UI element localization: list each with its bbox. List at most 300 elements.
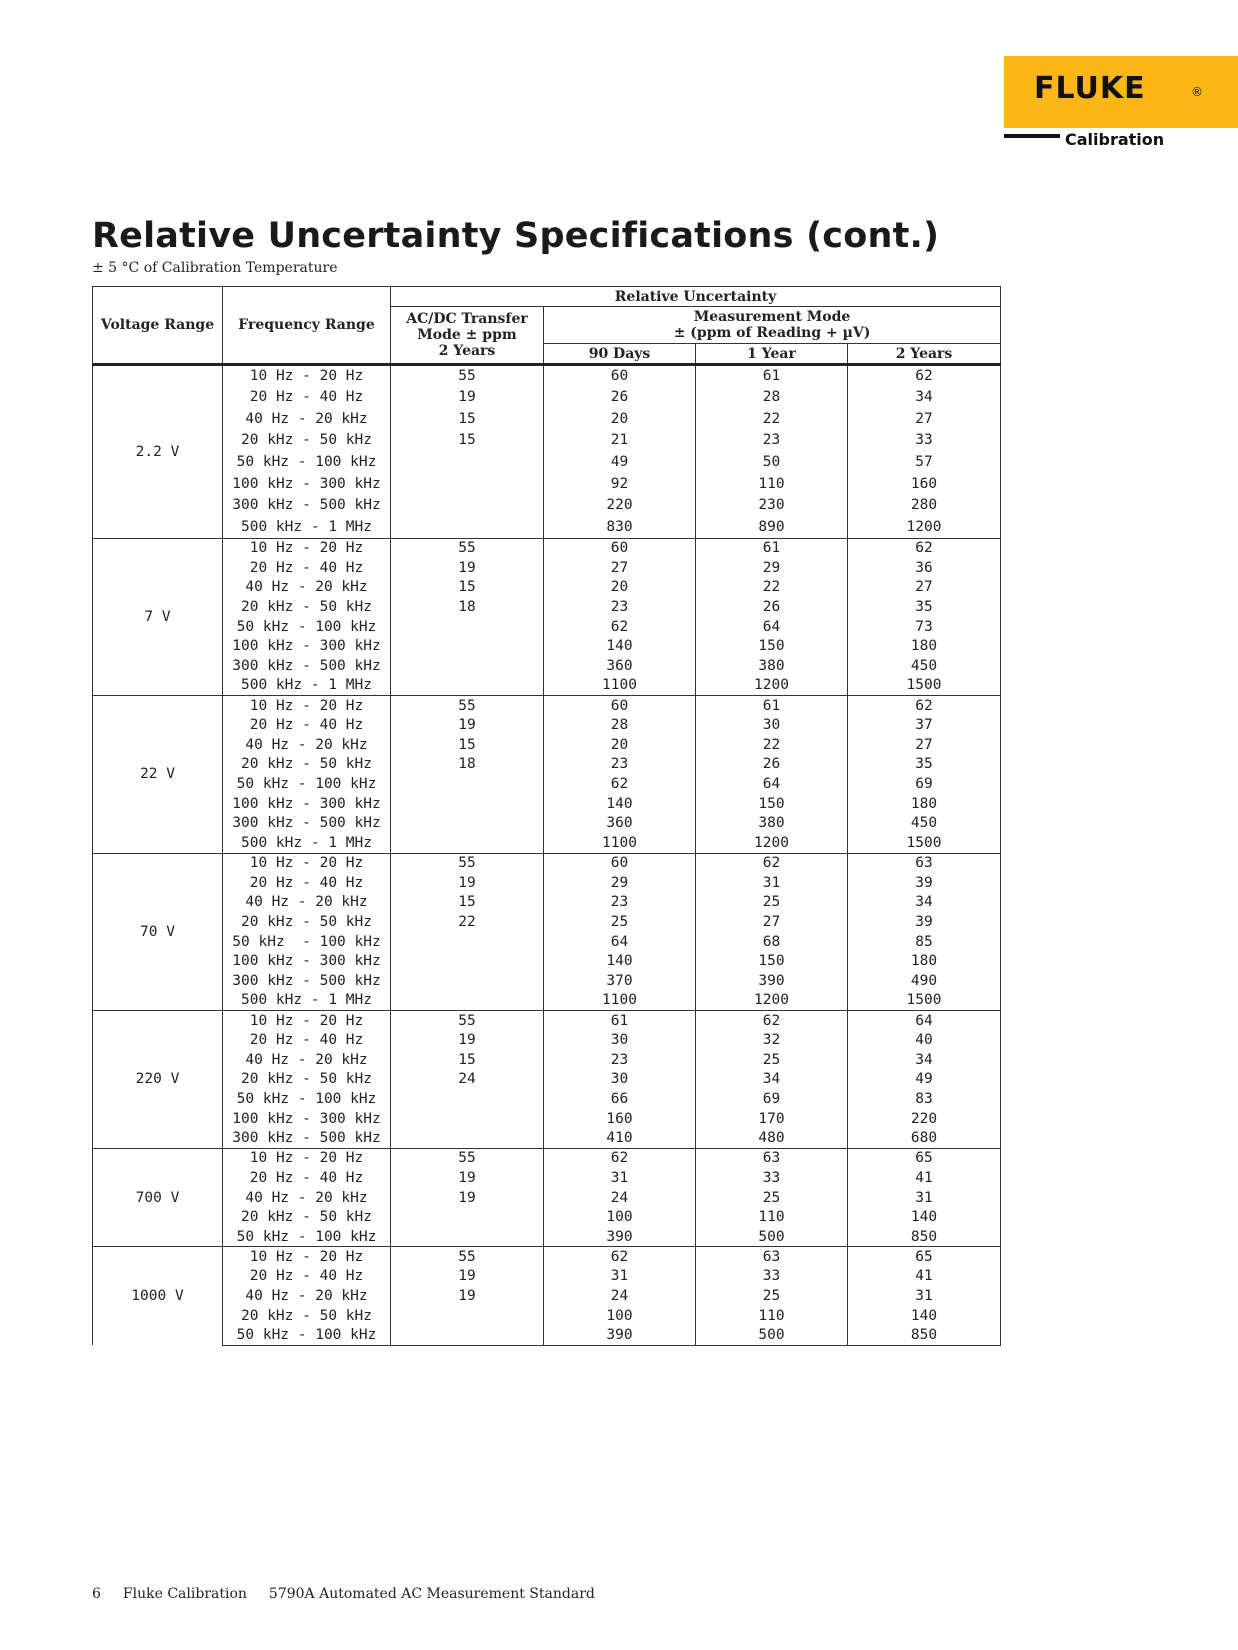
cell-frequency: 500 kHz - 1 MHz <box>223 833 391 853</box>
cell-acdc: 24 <box>391 1070 544 1090</box>
cell-frequency: 40 Hz - 20 kHz <box>223 1188 391 1208</box>
table-row <box>93 1286 1001 1306</box>
cell-frequency: 100 kHz - 300 kHz <box>223 794 391 814</box>
cell-2-years: 850 <box>848 1326 1001 1346</box>
cell-90-days: 23 <box>544 892 696 912</box>
cell-1-year: 32 <box>696 1030 848 1050</box>
cell-acdc: 15 <box>391 892 544 912</box>
table-row <box>93 814 1001 834</box>
cell-acdc <box>391 1129 544 1149</box>
cell-2-years: 31 <box>848 1286 1001 1306</box>
cell-1-year: 23 <box>696 430 848 452</box>
cell-1-year: 61 <box>696 365 848 387</box>
cell-90-days: 140 <box>544 794 696 814</box>
cell-1-year: 64 <box>696 617 848 637</box>
cell-acdc: 19 <box>391 873 544 893</box>
cell-1-year: 61 <box>696 696 848 716</box>
cell-frequency: 500 kHz - 1 MHz <box>223 991 391 1011</box>
header-meas-line1: Measurement Mode <box>693 309 851 325</box>
cell-1-year: 150 <box>696 636 848 656</box>
cell-frequency: 10 Hz - 20 Hz <box>223 1011 391 1031</box>
cell-2-years: 450 <box>848 656 1001 676</box>
cell-frequency: 10 Hz - 20 Hz <box>223 538 391 558</box>
cell-1-year: 110 <box>696 473 848 495</box>
cell-1-year: 22 <box>696 735 848 755</box>
cell-1-year: 30 <box>696 715 848 735</box>
cell-acdc: 19 <box>391 1266 544 1286</box>
cell-90-days: 360 <box>544 656 696 676</box>
cell-frequency: 20 kHz - 50 kHz <box>223 597 391 617</box>
cell-90-days: 31 <box>544 1168 696 1188</box>
cell-acdc <box>391 1326 544 1346</box>
cell-acdc: 15 <box>391 408 544 430</box>
cell-frequency: 40 Hz - 20 kHz <box>223 1286 391 1306</box>
cell-2-years: 62 <box>848 365 1001 387</box>
cell-1-year: 25 <box>696 1188 848 1208</box>
cell-acdc: 15 <box>391 577 544 597</box>
header-measurement-mode <box>544 307 1001 344</box>
cell-1-year: 25 <box>696 892 848 912</box>
cell-frequency: 50 kHz - 100 kHz <box>223 1227 391 1247</box>
cell-frequency: 40 Hz - 20 kHz <box>223 577 391 597</box>
cell-acdc: 15 <box>391 1050 544 1070</box>
cell-acdc <box>391 833 544 853</box>
cell-2-years: 49 <box>848 1070 1001 1090</box>
table-row <box>93 873 1001 893</box>
cell-acdc: 18 <box>391 597 544 617</box>
cell-2-years: 490 <box>848 971 1001 991</box>
cell-acdc: 19 <box>391 1030 544 1050</box>
cell-frequency: 10 Hz - 20 Hz <box>223 1148 391 1168</box>
cell-90-days: 60 <box>544 853 696 873</box>
cell-acdc: 22 <box>391 912 544 932</box>
cell-90-days: 29 <box>544 873 696 893</box>
header-acdc-transfer <box>391 307 544 365</box>
cell-2-years: 1500 <box>848 991 1001 1011</box>
cell-frequency: 100 kHz - 300 kHz <box>223 951 391 971</box>
brand-sub: Calibration <box>1065 130 1165 149</box>
table-row <box>93 1148 1001 1168</box>
cell-90-days: 1100 <box>544 991 696 1011</box>
table-row <box>93 1129 1001 1149</box>
cell-90-days: 830 <box>544 516 696 538</box>
table-row <box>93 1089 1001 1109</box>
cell-acdc: 55 <box>391 853 544 873</box>
header-acdc-line2: Mode ± ppm <box>417 327 517 343</box>
cell-90-days: 140 <box>544 636 696 656</box>
cell-frequency: 100 kHz - 300 kHz <box>223 473 391 495</box>
cell-frequency: 20 kHz - 50 kHz <box>223 1070 391 1090</box>
table-row <box>93 774 1001 794</box>
cell-frequency: 40 Hz - 20 kHz <box>223 735 391 755</box>
cell-1-year: 22 <box>696 577 848 597</box>
cell-frequency: 300 kHz - 500 kHz <box>223 495 391 517</box>
cell-90-days: 28 <box>544 715 696 735</box>
cell-acdc: 55 <box>391 1148 544 1168</box>
cell-frequency: 20 Hz - 40 Hz <box>223 873 391 893</box>
cell-acdc <box>391 676 544 696</box>
header-voltage-range: Voltage Range <box>93 287 223 365</box>
table-row <box>93 1050 1001 1070</box>
cell-1-year: 62 <box>696 1011 848 1031</box>
page-title: Relative Uncertainty Specifications (cont.) <box>92 216 940 256</box>
table-row <box>93 365 1001 387</box>
table-row <box>93 715 1001 735</box>
cell-2-years: 34 <box>848 892 1001 912</box>
cell-frequency: 50 kHz - 100 kHz <box>223 617 391 637</box>
cell-1-year: 1200 <box>696 991 848 1011</box>
cell-90-days: 62 <box>544 1247 696 1267</box>
table-row <box>93 932 1001 952</box>
cell-1-year: 31 <box>696 873 848 893</box>
cell-frequency: 50 kHz - 100 kHz <box>223 451 391 473</box>
cell-2-years: 41 <box>848 1168 1001 1188</box>
cell-frequency: 40 Hz - 20 kHz <box>223 892 391 912</box>
cell-2-years: 35 <box>848 597 1001 617</box>
cell-2-years: 73 <box>848 617 1001 637</box>
cell-2-years: 63 <box>848 853 1001 873</box>
table-row <box>93 971 1001 991</box>
table-row <box>93 1168 1001 1188</box>
table-row <box>93 1306 1001 1326</box>
cell-1-year: 170 <box>696 1109 848 1129</box>
cell-acdc: 55 <box>391 1247 544 1267</box>
cell-1-year: 33 <box>696 1168 848 1188</box>
cell-2-years: 83 <box>848 1089 1001 1109</box>
cell-90-days: 20 <box>544 577 696 597</box>
cell-acdc: 19 <box>391 715 544 735</box>
cell-2-years: 680 <box>848 1129 1001 1149</box>
table-row <box>93 451 1001 473</box>
cell-1-year: 33 <box>696 1266 848 1286</box>
cell-1-year: 500 <box>696 1326 848 1346</box>
cell-1-year: 28 <box>696 386 848 408</box>
cell-frequency: 100 kHz - 300 kHz <box>223 1109 391 1129</box>
cell-acdc <box>391 991 544 1011</box>
table-row <box>93 617 1001 637</box>
cell-acdc: 15 <box>391 735 544 755</box>
table-row <box>93 473 1001 495</box>
cell-frequency: 20 Hz - 40 Hz <box>223 1266 391 1286</box>
cell-2-years: 31 <box>848 1188 1001 1208</box>
cell-90-days: 20 <box>544 735 696 755</box>
cell-frequency: 500 kHz - 1 MHz <box>223 516 391 538</box>
cell-frequency: 20 Hz - 40 Hz <box>223 386 391 408</box>
cell-frequency: 20 kHz - 50 kHz <box>223 430 391 452</box>
cell-1-year: 61 <box>696 538 848 558</box>
cell-90-days: 1100 <box>544 833 696 853</box>
cell-frequency: 20 kHz - 50 kHz <box>223 912 391 932</box>
cell-frequency: 20 Hz - 40 Hz <box>223 1030 391 1050</box>
cell-2-years: 64 <box>848 1011 1001 1031</box>
cell-90-days: 31 <box>544 1266 696 1286</box>
table-row <box>93 1070 1001 1090</box>
cell-frequency: 20 kHz - 50 kHz <box>223 1207 391 1227</box>
cell-frequency: 10 Hz - 20 Hz <box>223 696 391 716</box>
cell-frequency: 50 kHz - 100 kHz <box>223 774 391 794</box>
table-row <box>93 516 1001 538</box>
cell-90-days: 92 <box>544 473 696 495</box>
cell-2-years: 850 <box>848 1227 1001 1247</box>
cell-1-year: 64 <box>696 774 848 794</box>
cell-acdc <box>391 495 544 517</box>
cell-frequency: 50 kHz - 100 kHz <box>223 1326 391 1346</box>
cell-2-years: 1200 <box>848 516 1001 538</box>
cell-90-days: 27 <box>544 558 696 578</box>
cell-frequency: 10 Hz - 20 Hz <box>223 365 391 387</box>
cell-90-days: 23 <box>544 597 696 617</box>
cell-acdc: 15 <box>391 430 544 452</box>
cell-1-year: 27 <box>696 912 848 932</box>
cell-90-days: 62 <box>544 617 696 637</box>
cell-voltage-range: 1000 V <box>93 1247 223 1345</box>
table-row <box>93 636 1001 656</box>
cell-1-year: 1200 <box>696 676 848 696</box>
cell-voltage-range: 22 V <box>93 696 223 854</box>
table-row <box>93 892 1001 912</box>
table-row <box>93 558 1001 578</box>
cell-1-year: 25 <box>696 1286 848 1306</box>
cell-2-years: 36 <box>848 558 1001 578</box>
cell-90-days: 1100 <box>544 676 696 696</box>
cell-acdc: 19 <box>391 386 544 408</box>
cell-acdc <box>391 1227 544 1247</box>
cell-frequency: 20 kHz - 50 kHz <box>223 755 391 775</box>
cell-2-years: 34 <box>848 1050 1001 1070</box>
table-row <box>93 676 1001 696</box>
cell-90-days: 21 <box>544 430 696 452</box>
registered-mark: ® <box>1191 85 1203 99</box>
table-row <box>93 1227 1001 1247</box>
logo-rule <box>1004 134 1060 138</box>
cell-90-days: 60 <box>544 696 696 716</box>
table-row <box>93 1109 1001 1129</box>
cell-1-year: 380 <box>696 814 848 834</box>
cell-frequency: 20 kHz - 50 kHz <box>223 1306 391 1326</box>
cell-1-year: 25 <box>696 1050 848 1070</box>
cell-acdc <box>391 1089 544 1109</box>
cell-1-year: 26 <box>696 755 848 775</box>
cell-90-days: 100 <box>544 1207 696 1227</box>
cell-voltage-range: 70 V <box>93 853 223 1011</box>
cell-2-years: 140 <box>848 1306 1001 1326</box>
cell-frequency: 100 kHz - 300 kHz <box>223 636 391 656</box>
table-row <box>93 430 1001 452</box>
cell-2-years: 69 <box>848 774 1001 794</box>
cell-90-days: 23 <box>544 1050 696 1070</box>
footer-page-number: 6 <box>92 1586 101 1602</box>
cell-2-years: 1500 <box>848 833 1001 853</box>
header-relative-uncertainty: Relative Uncertainty <box>391 287 1001 307</box>
table-row <box>93 696 1001 716</box>
cell-90-days: 410 <box>544 1129 696 1149</box>
cell-frequency: 500 kHz - 1 MHz <box>223 676 391 696</box>
page-subtitle: ± 5 °C of Calibration Temperature <box>92 260 338 276</box>
table-row <box>93 912 1001 932</box>
cell-2-years: 62 <box>848 538 1001 558</box>
cell-1-year: 230 <box>696 495 848 517</box>
cell-90-days: 66 <box>544 1089 696 1109</box>
cell-acdc <box>391 516 544 538</box>
cell-frequency: 40 Hz - 20 kHz <box>223 408 391 430</box>
cell-1-year: 110 <box>696 1207 848 1227</box>
cell-1-year: 63 <box>696 1148 848 1168</box>
cell-2-years: 57 <box>848 451 1001 473</box>
table-row <box>93 794 1001 814</box>
cell-90-days: 30 <box>544 1070 696 1090</box>
cell-90-days: 49 <box>544 451 696 473</box>
cell-90-days: 390 <box>544 1326 696 1346</box>
cell-acdc: 55 <box>391 538 544 558</box>
header-2-years: 2 Years <box>848 344 1001 365</box>
cell-2-years: 27 <box>848 577 1001 597</box>
cell-1-year: 890 <box>696 516 848 538</box>
cell-frequency: 20 Hz - 40 Hz <box>223 1168 391 1188</box>
cell-2-years: 220 <box>848 1109 1001 1129</box>
cell-90-days: 23 <box>544 755 696 775</box>
cell-acdc <box>391 971 544 991</box>
table-row <box>93 538 1001 558</box>
table-row <box>93 495 1001 517</box>
cell-2-years: 39 <box>848 873 1001 893</box>
cell-2-years: 85 <box>848 932 1001 952</box>
cell-1-year: 63 <box>696 1247 848 1267</box>
cell-1-year: 1200 <box>696 833 848 853</box>
cell-90-days: 24 <box>544 1286 696 1306</box>
cell-frequency: 300 kHz - 500 kHz <box>223 1129 391 1149</box>
table-row <box>93 597 1001 617</box>
cell-acdc <box>391 814 544 834</box>
cell-voltage-range: 700 V <box>93 1148 223 1246</box>
cell-2-years: 33 <box>848 430 1001 452</box>
table-row <box>93 1266 1001 1286</box>
table-row <box>93 951 1001 971</box>
cell-90-days: 60 <box>544 538 696 558</box>
cell-frequency: 10 Hz - 20 Hz <box>223 853 391 873</box>
cell-1-year: 62 <box>696 853 848 873</box>
header-90-days: 90 Days <box>544 344 696 365</box>
table-row <box>93 1030 1001 1050</box>
cell-2-years: 65 <box>848 1148 1001 1168</box>
cell-2-years: 65 <box>848 1247 1001 1267</box>
table-row <box>93 1207 1001 1227</box>
cell-90-days: 60 <box>544 365 696 387</box>
cell-1-year: 390 <box>696 971 848 991</box>
table-row <box>93 755 1001 775</box>
cell-1-year: 480 <box>696 1129 848 1149</box>
cell-90-days: 220 <box>544 495 696 517</box>
cell-2-years: 180 <box>848 951 1001 971</box>
cell-2-years: 39 <box>848 912 1001 932</box>
cell-frequency: 300 kHz - 500 kHz <box>223 656 391 676</box>
header-acdc-line1: AC/DC Transfer <box>406 311 528 327</box>
footer-company: Fluke Calibration <box>122 1586 247 1602</box>
cell-90-days: 160 <box>544 1109 696 1129</box>
table-row <box>93 1188 1001 1208</box>
cell-2-years: 62 <box>848 696 1001 716</box>
cell-frequency: 300 kHz - 500 kHz <box>223 971 391 991</box>
cell-90-days: 62 <box>544 1148 696 1168</box>
spec-table <box>92 286 1001 1346</box>
brand-name: FLUKE <box>1034 71 1146 106</box>
cell-2-years: 140 <box>848 1207 1001 1227</box>
cell-acdc <box>391 932 544 952</box>
cell-acdc <box>391 1306 544 1326</box>
cell-90-days: 370 <box>544 971 696 991</box>
cell-2-years: 35 <box>848 755 1001 775</box>
table-row <box>93 408 1001 430</box>
cell-90-days: 20 <box>544 408 696 430</box>
header-1-year: 1 Year <box>696 344 848 365</box>
cell-90-days: 24 <box>544 1188 696 1208</box>
cell-acdc: 19 <box>391 1168 544 1188</box>
cell-voltage-range: 220 V <box>93 1011 223 1149</box>
table-row <box>93 577 1001 597</box>
cell-1-year: 110 <box>696 1306 848 1326</box>
cell-1-year: 68 <box>696 932 848 952</box>
cell-90-days: 360 <box>544 814 696 834</box>
cell-acdc <box>391 794 544 814</box>
cell-acdc <box>391 617 544 637</box>
cell-frequency: 20 Hz - 40 Hz <box>223 715 391 735</box>
cell-2-years: 41 <box>848 1266 1001 1286</box>
footer-product: 5790A Automated AC Measurement Standard <box>268 1586 595 1602</box>
cell-2-years: 34 <box>848 386 1001 408</box>
table-row <box>93 853 1001 873</box>
cell-frequency: 300 kHz - 500 kHz <box>223 814 391 834</box>
cell-1-year: 69 <box>696 1089 848 1109</box>
cell-acdc <box>391 451 544 473</box>
cell-acdc <box>391 951 544 971</box>
cell-acdc: 19 <box>391 558 544 578</box>
cell-acdc: 55 <box>391 1011 544 1031</box>
table-row <box>93 656 1001 676</box>
cell-2-years: 450 <box>848 814 1001 834</box>
cell-2-years: 280 <box>848 495 1001 517</box>
page-footer <box>92 1586 617 1602</box>
cell-90-days: 390 <box>544 1227 696 1247</box>
cell-acdc <box>391 774 544 794</box>
cell-1-year: 500 <box>696 1227 848 1247</box>
cell-90-days: 62 <box>544 774 696 794</box>
cell-frequency: 40 Hz - 20 kHz <box>223 1050 391 1070</box>
cell-90-days: 61 <box>544 1011 696 1031</box>
spec-table-body <box>93 365 1001 1346</box>
header-acdc-line3: 2 Years <box>438 343 496 359</box>
cell-2-years: 27 <box>848 735 1001 755</box>
cell-acdc <box>391 656 544 676</box>
cell-1-year: 150 <box>696 951 848 971</box>
cell-90-days: 26 <box>544 386 696 408</box>
cell-2-years: 1500 <box>848 676 1001 696</box>
cell-acdc <box>391 1207 544 1227</box>
cell-1-year: 22 <box>696 408 848 430</box>
table-row <box>93 1011 1001 1031</box>
cell-90-days: 25 <box>544 912 696 932</box>
cell-frequency: 50 kHz - 100 kHz <box>223 932 391 952</box>
cell-2-years: 160 <box>848 473 1001 495</box>
cell-2-years: 180 <box>848 794 1001 814</box>
cell-90-days: 64 <box>544 932 696 952</box>
cell-90-days: 140 <box>544 951 696 971</box>
cell-frequency: 20 Hz - 40 Hz <box>223 558 391 578</box>
cell-acdc: 55 <box>391 365 544 387</box>
cell-acdc: 19 <box>391 1286 544 1306</box>
cell-90-days: 100 <box>544 1306 696 1326</box>
table-row <box>93 735 1001 755</box>
cell-1-year: 29 <box>696 558 848 578</box>
cell-voltage-range: 2.2 V <box>93 365 223 539</box>
